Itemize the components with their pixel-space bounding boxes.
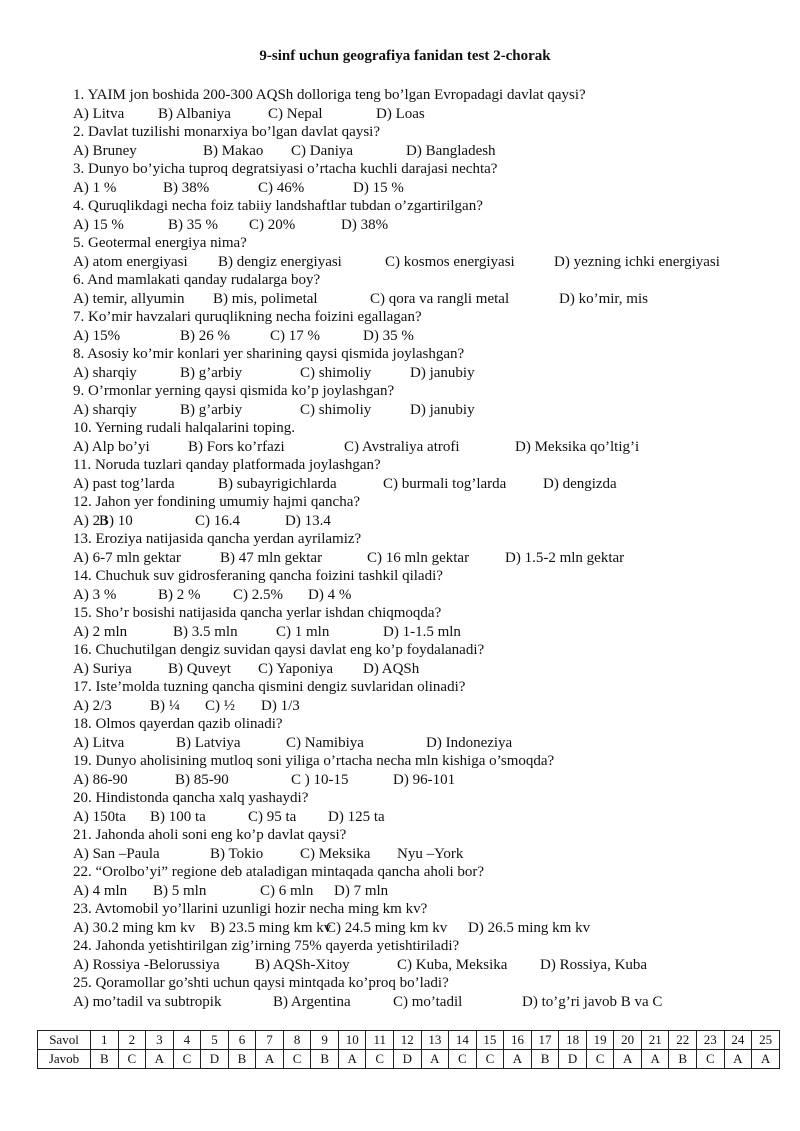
answer-option: B) AQSh-Xitoy xyxy=(255,956,350,973)
answer-key-answer: C xyxy=(366,1050,394,1069)
answer-option: B) 47 mln gektar xyxy=(220,549,323,566)
answer-option: D) janubiy xyxy=(410,401,475,418)
answer-option: B) mis, polimetal xyxy=(213,290,318,307)
answer-option: A) 3 % xyxy=(73,586,117,603)
answer-option: C) kosmos energiyasi xyxy=(385,253,515,270)
answer-option: C) Daniya xyxy=(291,142,354,159)
answer-key-answer: B xyxy=(531,1050,559,1069)
answer-key-question-row xyxy=(38,1031,780,1050)
answer-option: C) shimoliy xyxy=(300,364,372,381)
answer-option: D) Bangladesh xyxy=(406,142,496,159)
answer-key-answer: B xyxy=(91,1050,119,1069)
answer-key-number: 23 xyxy=(697,1031,725,1050)
answer-option: B) 26 % xyxy=(180,327,230,344)
answer-key-number: 5 xyxy=(201,1031,229,1050)
answer-option: C) ½ xyxy=(205,697,235,714)
answer-option: C) qora va rangli metal xyxy=(370,290,510,307)
answer-key-answer: B xyxy=(669,1050,697,1069)
answer-options xyxy=(73,549,773,568)
answer-key-answer: D xyxy=(394,1050,422,1069)
answer-option: D) 15 % xyxy=(353,179,404,196)
question-text: 23. Avtomobil yo’llarini uzunligi hozir necha ming km kv? xyxy=(73,901,428,917)
answer-option: C) 95 ta xyxy=(248,808,297,825)
answer-option: B) Quveyt xyxy=(168,660,231,677)
question-text: 6. And mamlakati qanday rudalarga boy? xyxy=(73,272,321,288)
answer-option: B) 35 % xyxy=(168,216,218,233)
answer-options xyxy=(73,919,773,938)
answer-options xyxy=(73,179,773,198)
answer-option: B) Albaniya xyxy=(158,105,231,122)
answer-option: C) mo’tadil xyxy=(393,993,463,1010)
answer-key-number: 8 xyxy=(283,1031,311,1050)
answer-option: A) Litva xyxy=(73,105,125,122)
answer-option: C) burmali tog’larda xyxy=(383,475,507,492)
answer-key-answer: A xyxy=(724,1050,752,1069)
answer-option: C) 1 mln xyxy=(276,623,330,640)
answer-options xyxy=(73,401,773,420)
answer-option: D) 4 % xyxy=(308,586,352,603)
answer-option: D) AQSh xyxy=(363,660,420,677)
answer-option: B) Argentina xyxy=(273,993,351,1010)
answer-option: D) 35 % xyxy=(363,327,414,344)
answer-option: A) 30.2 ming km kv xyxy=(73,919,196,936)
answer-option: A) 86-90 xyxy=(73,771,128,788)
answer-key-number: 14 xyxy=(449,1031,477,1050)
answer-options xyxy=(73,512,773,531)
question-text: 16. Chuchutilgan dengiz suvidan qaysi davlat eng ko’p foydalanadi? xyxy=(73,642,485,658)
answer-option: C) 20% xyxy=(249,216,296,233)
answer-option: B) g’arbiy xyxy=(180,364,243,381)
answer-key-answer: A xyxy=(752,1050,780,1069)
question-text: 24. Jahonda yetishtirilgan zig’irning 75% qayerda yetishtiriladi? xyxy=(73,938,460,954)
answer-option: B) Latviya xyxy=(176,734,241,751)
answer-option: C) Namibiya xyxy=(286,734,364,751)
javob-header: Javob xyxy=(38,1050,91,1069)
answer-key-number: 9 xyxy=(311,1031,339,1050)
answer-option: A) 2/3 xyxy=(73,697,112,714)
question-text: 11. Noruda tuzlari qanday platformada joylashgan? xyxy=(73,457,381,473)
answer-option: A) sharqiy xyxy=(73,401,137,418)
answer-option: B) Fors ko’rfazi xyxy=(188,438,285,455)
answer-key-number: 4 xyxy=(173,1031,201,1050)
answer-key-number: 12 xyxy=(394,1031,422,1050)
answer-option: D) Rossiya, Kuba xyxy=(540,956,648,973)
savol-header: Savol xyxy=(38,1031,91,1050)
answer-key-number: 20 xyxy=(614,1031,642,1050)
answer-option: C) Nepal xyxy=(268,105,323,122)
answer-option: B) subayrigichlarda xyxy=(218,475,337,492)
answer-key-number: 25 xyxy=(752,1031,780,1050)
answer-key-answer: A xyxy=(421,1050,449,1069)
question-text: 18. Olmos qayerdan qazib olinadi? xyxy=(73,716,283,732)
answer-options xyxy=(73,660,773,679)
answer-option: B) Tokio xyxy=(210,845,264,862)
answer-option: C) 6 mln xyxy=(260,882,314,899)
question-text: 12. Jahon yer fondining umumiy hajmi qancha? xyxy=(73,494,361,510)
answer-key-number: 18 xyxy=(559,1031,587,1050)
answer-options xyxy=(73,623,773,642)
answer-option: C) 46% xyxy=(258,179,305,196)
answer-key-number: 10 xyxy=(338,1031,366,1050)
answer-option: A) Alp bo’yi xyxy=(73,438,150,455)
answer-options xyxy=(73,845,773,864)
answer-option: D) 1-1.5 mln xyxy=(383,623,461,640)
answer-options xyxy=(73,993,773,1012)
answer-key-number: 6 xyxy=(228,1031,256,1050)
answer-option: B) 2 % xyxy=(158,586,201,603)
answer-option: D) to’g’ri javob B va C xyxy=(522,993,663,1010)
answer-option: C) 16 mln gektar xyxy=(367,549,470,566)
answer-option: A) 2 mln xyxy=(73,623,128,640)
answer-option: D) 38% xyxy=(341,216,389,233)
answer-option: D) Loas xyxy=(376,105,425,122)
question-text: 20. Hindistonda qancha xalq yashaydi? xyxy=(73,790,309,806)
answer-option: A) past tog’larda xyxy=(73,475,175,492)
answer-key-number: 3 xyxy=(146,1031,174,1050)
answer-options xyxy=(73,364,773,383)
question-list xyxy=(73,86,773,1011)
answer-option: D) 13.4 xyxy=(285,512,331,529)
answer-option: A) 1 % xyxy=(73,179,117,196)
answer-key-answer: C xyxy=(173,1050,201,1069)
answer-key-answer: A xyxy=(614,1050,642,1069)
answer-key-answer: A xyxy=(641,1050,669,1069)
question-text: 25. Qoramollar go’shti uchun qaysi mintqada ko’proq bo’ladi? xyxy=(73,975,449,991)
answer-option: A) 6-7 mln gektar xyxy=(73,549,181,566)
answer-options xyxy=(73,290,773,309)
answer-option: D) 125 ta xyxy=(328,808,385,825)
answer-option: A) 150ta xyxy=(73,808,126,825)
answer-option: C ) 10-15 xyxy=(291,771,349,788)
answer-key-number: 2 xyxy=(118,1031,146,1050)
answer-key-answer: A xyxy=(256,1050,284,1069)
question-text: 9. O’rmonlar yerning qaysi qismida ko’p joylashgan? xyxy=(73,383,395,399)
answer-key-table xyxy=(37,1030,780,1069)
answer-option: B) dengiz energiyasi xyxy=(218,253,342,270)
answer-key-number: 17 xyxy=(531,1031,559,1050)
answer-option: D) 1/3 xyxy=(261,697,300,714)
answer-key-number: 19 xyxy=(586,1031,614,1050)
question-text: 19. Dunyo aholisining mutloq soni yiliga o’rtacha necha mln kishiga o’smoqda? xyxy=(73,753,555,769)
question-text: 13. Eroziya natijasida qancha yerdan ayrilamiz? xyxy=(73,531,362,547)
answer-option: C) Meksika xyxy=(300,845,371,862)
answer-option: C) 2.5% xyxy=(233,586,283,603)
question-text: 14. Chuchuk suv gidrosferaning qancha foizini tashkil qiladi? xyxy=(73,568,443,584)
question-text: 21. Jahonda aholi soni eng ko’p davlat qaysi? xyxy=(73,827,347,843)
answer-key-answer: C xyxy=(449,1050,477,1069)
answer-option: B) Makao xyxy=(203,142,264,159)
answer-key-answer: B xyxy=(228,1050,256,1069)
answer-option: D) Meksika qo’ltig’i xyxy=(515,438,640,455)
page-title: 9-sinf uchun geografiya fanidan test 2-chorak xyxy=(259,48,551,64)
answer-key-number: 7 xyxy=(256,1031,284,1050)
answer-option: A) mo’tadil va subtropik xyxy=(73,993,222,1010)
answer-option: D) janubiy xyxy=(410,364,475,381)
answer-option: A) Rossiya -Belorussiya xyxy=(73,956,220,973)
answer-option: A) Suriya xyxy=(73,660,132,677)
answer-option: D) Indoneziya xyxy=(426,734,513,751)
answer-key-answer: A xyxy=(338,1050,366,1069)
answer-option: D) yezning ichki energiyasi xyxy=(554,253,720,270)
answer-option: D) 96-101 xyxy=(393,771,456,788)
answer-options xyxy=(73,771,773,790)
answer-option: D) 26.5 ming km kv xyxy=(468,919,591,936)
answer-option: A) 23 xyxy=(73,512,108,529)
answer-key-number: 1 xyxy=(91,1031,119,1050)
answer-options xyxy=(73,697,773,716)
question-text: 7. Ko’mir havzalari quruqlikning necha foizini egallagan? xyxy=(73,309,422,325)
answer-option: B) 23.5 ming km kv xyxy=(210,919,332,936)
answer-option: A) 4 mln xyxy=(73,882,128,899)
answer-key-number: 22 xyxy=(669,1031,697,1050)
answer-key-answer: D xyxy=(559,1050,587,1069)
answer-option: Nyu –York xyxy=(397,845,464,862)
answer-key-answer: D xyxy=(201,1050,229,1069)
answer-key-answer-row xyxy=(38,1050,780,1069)
answer-option: C) 17 % xyxy=(270,327,320,344)
answer-options xyxy=(73,808,773,827)
answer-key-answer: C xyxy=(586,1050,614,1069)
answer-option: C) Yaponiya xyxy=(258,660,334,677)
answer-options xyxy=(73,327,773,346)
answer-key-answer: A xyxy=(146,1050,174,1069)
answer-key-number: 13 xyxy=(421,1031,449,1050)
question-text: 17. Iste’molda tuzning qancha qismini dengiz suvlaridan olinadi? xyxy=(73,679,466,695)
question-text: 4. Quruqlikdagi necha foiz tabiiy landshaftlar tubdan o’zgartirilgan? xyxy=(73,198,483,214)
answer-key-answer: C xyxy=(697,1050,725,1069)
answer-option: D) 1.5-2 mln gektar xyxy=(505,549,625,566)
answer-options xyxy=(73,882,773,901)
answer-options xyxy=(73,216,773,235)
answer-option: B) 3.5 mln xyxy=(173,623,238,640)
answer-key-answer: C xyxy=(118,1050,146,1069)
answer-options xyxy=(73,438,773,457)
answer-options xyxy=(73,105,773,124)
answer-option: B) 10 xyxy=(99,512,133,529)
answer-option: B) 85-90 xyxy=(175,771,229,788)
question-text: 2. Davlat tuzilishi monarxiya bo’lgan davlat qaysi? xyxy=(73,124,381,140)
answer-key-number: 16 xyxy=(504,1031,532,1050)
answer-option: D) dengizda xyxy=(543,475,617,492)
question-text: 8. Asosiy ko’mir konlari yer sharining qaysi qismida joylashgan? xyxy=(73,346,465,362)
answer-options xyxy=(73,253,773,272)
answer-option: C) 24.5 ming km kv xyxy=(326,919,448,936)
answer-option: C) Avstraliya atrofi xyxy=(344,438,460,455)
answer-option: B) ¼ xyxy=(150,697,180,714)
answer-option: C) shimoliy xyxy=(300,401,372,418)
answer-option: A) Litva xyxy=(73,734,125,751)
question-text: 5. Geotermal energiya nima? xyxy=(73,235,247,251)
answer-options xyxy=(73,142,773,161)
answer-options xyxy=(73,586,773,605)
answer-option: B) 5 mln xyxy=(153,882,207,899)
answer-option: D) 7 mln xyxy=(334,882,389,899)
question-text: 15. Sho’r bosishi natijasida qancha yerlar ishdan chiqmoqda? xyxy=(73,605,442,621)
answer-option: A) Bruney xyxy=(73,142,137,159)
question-text: 3. Dunyo bo’yicha tuproq degratsiyasi o’rtacha kuchli darajasi nechta? xyxy=(73,161,498,177)
answer-option: C) Kuba, Meksika xyxy=(397,956,508,973)
answer-option: D) ko’mir, mis xyxy=(559,290,648,307)
answer-key-answer: C xyxy=(283,1050,311,1069)
answer-options xyxy=(73,956,773,975)
answer-option: C) 16.4 xyxy=(195,512,240,529)
answer-option: B) 38% xyxy=(163,179,210,196)
answer-key-answer: B xyxy=(311,1050,339,1069)
answer-option: A) 15% xyxy=(73,327,121,344)
answer-option: A) temir, allyumin xyxy=(73,290,185,307)
answer-options xyxy=(73,475,773,494)
answer-key-answer: A xyxy=(504,1050,532,1069)
answer-options xyxy=(73,734,773,753)
answer-key-number: 15 xyxy=(476,1031,504,1050)
answer-key-answer: C xyxy=(476,1050,504,1069)
answer-key-number: 21 xyxy=(641,1031,669,1050)
question-text: 22. “Orolbo’yi” regione deb ataladigan mintaqada qancha aholi bor? xyxy=(73,864,485,880)
answer-key-number: 24 xyxy=(724,1031,752,1050)
answer-option: A) 15 % xyxy=(73,216,124,233)
answer-option: B) g’arbiy xyxy=(180,401,243,418)
answer-option: A) atom energiyasi xyxy=(73,253,188,270)
answer-option: A) sharqiy xyxy=(73,364,137,381)
question-text: 10. Yerning rudali halqalarini toping. xyxy=(73,420,296,436)
answer-option: B) 100 ta xyxy=(150,808,206,825)
question-text: 1. YAIM jon boshida 200-300 AQSh dolloriga teng bo’lgan Evropadagi davlat qaysi? xyxy=(73,87,586,103)
answer-key-number: 11 xyxy=(366,1031,394,1050)
answer-option: A) San –Paula xyxy=(73,845,160,862)
